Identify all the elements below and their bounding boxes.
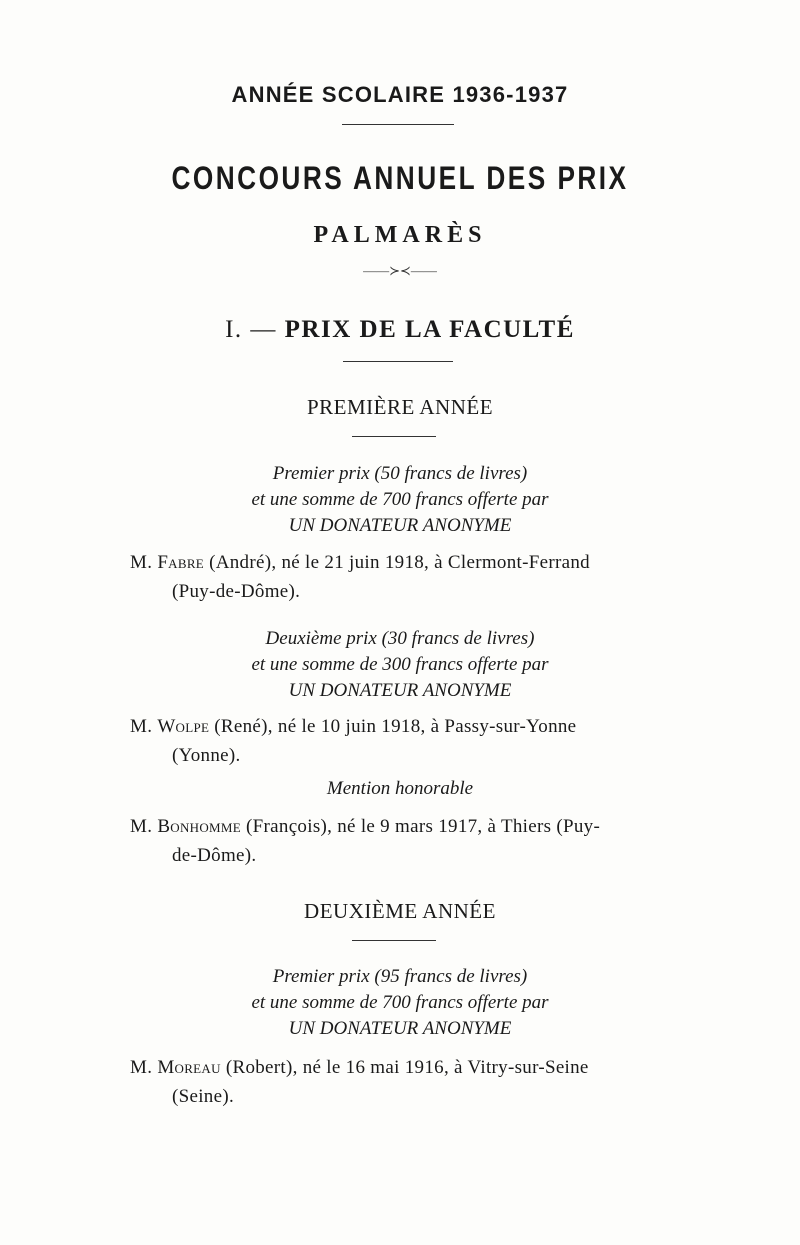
laureate-surname: Wolpe bbox=[157, 716, 210, 737]
prize-line: Premier prix (95 francs de livres) bbox=[272, 966, 528, 987]
palmares-subtitle: PALMARÈS bbox=[313, 222, 487, 248]
main-title: CONCOURS ANNUEL DES PRIX bbox=[171, 160, 629, 196]
laureate-entry bbox=[130, 712, 680, 770]
prize-line: et une somme de 700 francs offerte par bbox=[251, 992, 549, 1013]
laureate-details: (Robert), né le 16 mai 1916, à Vitry-sur-Seine bbox=[220, 1057, 589, 1078]
year-heading: DEUXIÈME ANNÉE bbox=[304, 899, 496, 923]
section-title bbox=[0, 316, 800, 344]
section-name: PRIX DE LA FACULTÉ bbox=[284, 316, 575, 343]
laureate-prefix: M. bbox=[130, 716, 153, 737]
prize-donor: UN DONATEUR ANONYME bbox=[288, 515, 512, 536]
prize-donor: UN DONATEUR ANONYME bbox=[288, 1018, 512, 1039]
laureate-details-cont: de-Dôme). bbox=[172, 845, 257, 866]
laureate-surname: Bonhomme bbox=[157, 816, 241, 837]
divider-rule bbox=[343, 361, 453, 362]
prize-description bbox=[0, 964, 800, 1042]
laureate-details: (François), né le 9 mars 1917, à Thiers (Puy- bbox=[241, 816, 601, 837]
prize-line: Premier prix (50 francs de livres) bbox=[272, 463, 528, 484]
laureate-details-cont: (Yonne). bbox=[172, 745, 241, 766]
laureate-prefix: M. bbox=[130, 1057, 153, 1078]
prize-line: et une somme de 300 francs offerte par bbox=[251, 654, 549, 675]
mention-label: Mention honorable bbox=[326, 778, 474, 799]
laureate-prefix: M. bbox=[130, 816, 153, 837]
year-heading: PREMIÈRE ANNÉE bbox=[306, 395, 494, 419]
prize-description bbox=[0, 461, 800, 539]
ornament-divider: ——≻≺—— bbox=[363, 263, 437, 278]
section-number: I. — bbox=[225, 316, 277, 343]
divider-rule bbox=[342, 124, 454, 125]
laureate-entry bbox=[130, 812, 680, 870]
laureate-details-cont: (Seine). bbox=[172, 1086, 235, 1107]
prize-donor: UN DONATEUR ANONYME bbox=[288, 680, 512, 701]
laureate-entry bbox=[130, 548, 680, 606]
laureate-details-cont: (Puy-de-Dôme). bbox=[172, 581, 301, 602]
laureate-details: (André), né le 21 juin 1918, à Clermont-Ferrand bbox=[204, 552, 590, 573]
school-year-heading: ANNÉE SCOLAIRE 1936-1937 bbox=[231, 82, 569, 107]
laureate-entry bbox=[130, 1053, 680, 1111]
prize-line: Deuxième prix (30 francs de livres) bbox=[265, 628, 535, 649]
laureate-details: (René), né le 10 juin 1918, à Passy-sur-Yonne bbox=[209, 716, 577, 737]
laureate-surname: Moreau bbox=[157, 1057, 221, 1078]
divider-rule bbox=[352, 940, 436, 941]
divider-rule bbox=[352, 436, 436, 437]
prize-line: et une somme de 700 francs offerte par bbox=[251, 489, 549, 510]
laureate-prefix: M. bbox=[130, 552, 153, 573]
laureate-surname: Fabre bbox=[157, 552, 205, 573]
prize-description bbox=[0, 626, 800, 704]
